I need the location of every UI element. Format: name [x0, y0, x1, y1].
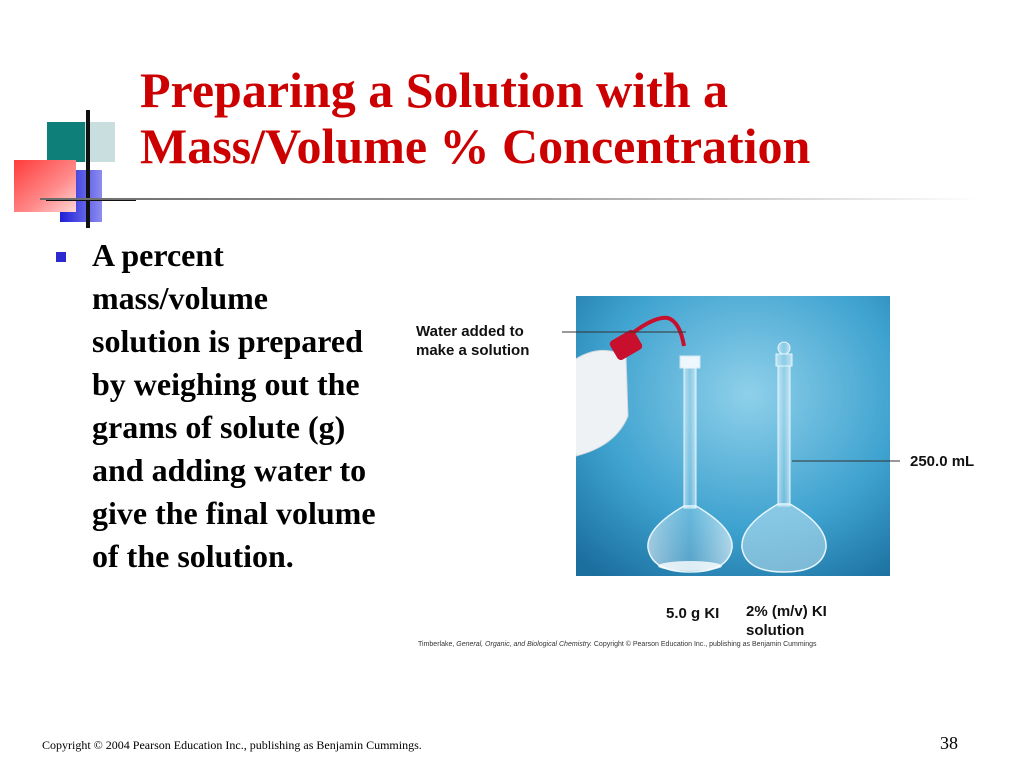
slide-title — [140, 62, 1000, 174]
label-solution: 2% (m/v) KI solution — [746, 603, 827, 639]
title-divider — [40, 198, 980, 200]
label-volume: 250.0 mL — [910, 453, 975, 470]
figure-credit: Timberlake, General, Organic, and Biological Chemistry. Copyright © Pearson Education Inc., publishing as Benjamin Cummings — [418, 641, 817, 648]
label-water-added: Water added to make a solution — [416, 323, 530, 359]
slide-number: 38 — [940, 733, 958, 753]
flask-figure — [410, 296, 1010, 656]
title-line-2: Mass/Volume % Concentration — [140, 118, 811, 174]
bullet-text: A percent mass/volume solution is prepared by weighing out the grams of solute (g) and adding water to give the final volume of the solution. — [92, 237, 376, 574]
square-bullet-icon — [56, 252, 66, 262]
copyright-footer: Copyright © 2004 Pearson Education Inc., publishing as Benjamin Cummings. — [42, 738, 422, 752]
corner-squares-decoration — [0, 100, 140, 230]
title-line-1: Preparing a Solution with a — [140, 62, 729, 118]
label-solute-mass: 5.0 g KI — [666, 605, 720, 622]
